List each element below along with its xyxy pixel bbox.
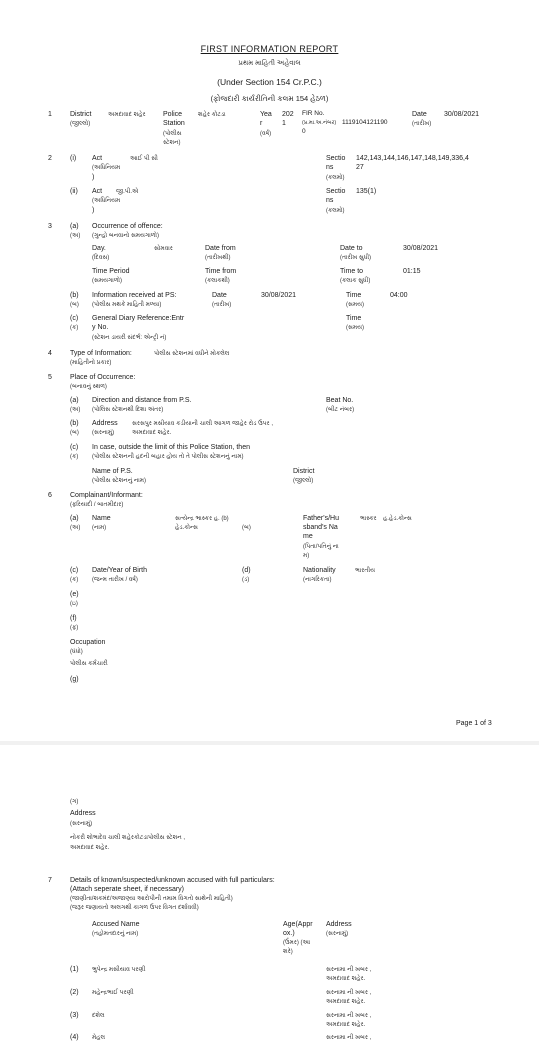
dob-label: Date/Year of Birth bbox=[92, 567, 147, 574]
act-2-label: Act bbox=[92, 188, 103, 195]
info-received-index-gujarati: (બ) bbox=[70, 302, 79, 308]
f-index: (f) bbox=[70, 615, 77, 622]
name-index: (a) bbox=[70, 515, 79, 522]
time-from-label: Time from bbox=[205, 268, 237, 275]
name-index-gujarati: (અ) bbox=[70, 525, 81, 531]
accused-details-label-2: (Attach seperate sheet, if necessary) bbox=[70, 886, 184, 893]
accused-address-2: અમદાવાદ શહેર. bbox=[326, 976, 366, 982]
beat-gujarati: (બીટ નંબર) bbox=[326, 407, 355, 413]
outside-limit-label: In case, outside the limit of this Police Station, then bbox=[92, 444, 250, 451]
diary-reference-index-gujarati: (ક) bbox=[70, 325, 79, 331]
info-received-time-gujarati: (સમય) bbox=[346, 302, 365, 308]
accused-number: (4) bbox=[70, 1034, 79, 1041]
info-received-label: Information received at PS: bbox=[92, 292, 177, 299]
father-label-2: sband's Na bbox=[303, 524, 338, 531]
act-2-label-gujarati: (અધિનિયમ bbox=[92, 198, 121, 204]
time-period-label: Time Period bbox=[92, 268, 130, 275]
district-value: અમદાવાદ શહેર bbox=[108, 112, 146, 118]
date-value: 30/08/2021 bbox=[444, 111, 480, 118]
col-address: Address bbox=[326, 921, 352, 928]
fir-label: FIR No. bbox=[302, 110, 325, 117]
direction-index: (a) bbox=[70, 397, 79, 404]
g-index: (g) bbox=[70, 676, 79, 683]
accused-details-gujarati: (જાણીતા/શકમંદ/અજાણ્યા આરોપીની તમામ વિગતો સાથેની માહિતી) bbox=[70, 896, 233, 902]
occurrence-label: Occurrence of offence: bbox=[92, 223, 163, 230]
date-label: Date bbox=[412, 111, 427, 118]
accused-number: (1) bbox=[70, 966, 79, 973]
act-2-paren: ) bbox=[92, 207, 95, 214]
dob-index-gujarati: (ક) bbox=[70, 577, 79, 583]
occupation-value: પોલીસ કર્મચારી bbox=[70, 661, 108, 667]
accused-number: (3) bbox=[70, 1012, 79, 1019]
e-index-gujarati: (ઇ) bbox=[70, 601, 78, 607]
date-to-label: Date to bbox=[340, 245, 363, 252]
item-number: 6 bbox=[48, 492, 52, 499]
police-station-value: શહેર કોટડા bbox=[198, 112, 226, 118]
fir-label-gujarati: (પ્ર.મા.અ.નંબર) bbox=[302, 120, 337, 126]
nationality-value: ભારતીય bbox=[355, 568, 375, 574]
place-label: Place of Occurrence: bbox=[70, 374, 136, 381]
act-1-value: આઈ પી સી bbox=[130, 156, 158, 162]
accused-name: મેહલ bbox=[92, 1035, 106, 1041]
act-1-label-gujarati: (અધિનિયમ bbox=[92, 165, 121, 171]
info-received-time-label: Time bbox=[346, 292, 362, 299]
year-label: Yea bbox=[260, 111, 272, 118]
police-station-gujarati-2: સ્ટેશન) bbox=[163, 140, 181, 146]
diary-time-label: Time bbox=[346, 315, 362, 322]
time-from-gujarati: (કલાકથી) bbox=[205, 278, 230, 284]
time-to-label: Time to bbox=[340, 268, 364, 275]
nationality-label: Nationality bbox=[303, 567, 336, 574]
accused-details-gujarati-2: (જરૂર જણાયતો અલગથી કાગળ ઉપર વિગત દર્શાવવી) bbox=[70, 905, 199, 911]
complainant-label: Complainant/Informant: bbox=[70, 492, 143, 499]
col-address-gujarati: (સરનામું) bbox=[326, 931, 349, 937]
sections-1-gujarati: (કલમો) bbox=[326, 175, 345, 181]
district-label: District bbox=[70, 111, 92, 118]
outside-limit-index-gujarati: (ક) bbox=[70, 454, 79, 460]
occurrence-label-gujarati: (ગુન્હો બનવાનો સમયગાળો) bbox=[92, 233, 159, 239]
district-label-gujarati: (જીલ્લો) bbox=[70, 121, 91, 127]
info-received-date-label: Date bbox=[212, 292, 227, 299]
outside-limit-index: (c) bbox=[70, 444, 79, 451]
father-value: હ.હેડ.કોન્સ bbox=[383, 516, 412, 522]
accused-address: સરનામા ની ખબર , bbox=[326, 967, 372, 973]
col-age-gujarati: (ઉંમર) (આ bbox=[283, 940, 311, 946]
time-period-gujarati: (સમયગાળો) bbox=[92, 278, 123, 284]
act-2-number: (ii) bbox=[70, 188, 78, 195]
accused-address: સરનામા ની ખબર , bbox=[326, 1013, 372, 1019]
complainant-address-label: Address bbox=[70, 810, 96, 817]
report-section-gujarati: (ફોજદારી કાર્યરીતિની કલમ 154 હેઠળ) bbox=[210, 94, 329, 103]
name-gujarati: (નામ) bbox=[92, 525, 107, 531]
occupation-gujarati: (ધંધો) bbox=[70, 649, 83, 655]
time-to-gujarati: (કલાક સુધી) bbox=[340, 278, 371, 284]
address-index: (b) bbox=[70, 420, 79, 427]
item-number: 3 bbox=[48, 223, 52, 230]
direction-label: Direction and distance from P.S. bbox=[92, 397, 192, 404]
father-value-prefix: ભાસ્કર bbox=[360, 516, 377, 522]
ps-name-label: Name of P.S. bbox=[92, 468, 133, 475]
act-1-label: Act bbox=[92, 155, 103, 162]
item-number: 5 bbox=[48, 374, 52, 381]
sections-2-gujarati: (કલમો) bbox=[326, 208, 345, 214]
police-station-label: Police bbox=[163, 111, 183, 118]
act-2-value: જી.પી.એ bbox=[116, 189, 139, 195]
year-label-2: r bbox=[260, 120, 263, 127]
sections-2-label: Sectio bbox=[326, 188, 346, 195]
sections-1-value-2: 27 bbox=[356, 164, 364, 171]
col-accused-name-gujarati: (તહોમતદારનું નામ) bbox=[92, 931, 139, 937]
day-label-gujarati: (દિવસ) bbox=[92, 255, 110, 261]
info-received-index: (b) bbox=[70, 292, 79, 299]
diary-reference-label-2: y No. bbox=[92, 324, 109, 331]
accused-name: દશેલ bbox=[92, 1013, 105, 1019]
police-station-gujarati: (પોલીસ bbox=[163, 131, 182, 137]
accused-number: (2) bbox=[70, 989, 79, 996]
diary-reference-label: General Diary Reference:Entr bbox=[92, 315, 185, 322]
nationality-index-gujarati: (ડ) bbox=[242, 577, 250, 583]
nationality-gujarati: (નાગરિકતા) bbox=[303, 577, 332, 583]
year-label-gujarati: (વર્ષ) bbox=[260, 131, 272, 137]
complainant-address-value-2: અમદાવાદ શહેર. bbox=[70, 845, 110, 851]
page-number: Page 1 of 3 bbox=[456, 720, 492, 727]
info-received-date-gujarati: (તારીખ) bbox=[212, 302, 232, 308]
name-label: Name bbox=[92, 515, 111, 522]
item-number: 4 bbox=[48, 350, 52, 357]
father-gujarati: (પિતા/પતિનું ના bbox=[303, 544, 339, 550]
outside-limit-gujarati: (પોલીસ સ્ટેશનની હદની બહાર હોય તો તે પોલીસ સ્ટેશનનું નામ) bbox=[92, 454, 244, 460]
complainant-address-value: નોકરી શોભાદેવ ચાલી શહેરકોટડાપોલીસ સ્ટેશન , bbox=[70, 835, 186, 841]
accused-address: સરનામા ની ખબર , bbox=[326, 1035, 372, 1041]
sections-1-label: Sectio bbox=[326, 155, 346, 162]
act-1-paren: ) bbox=[92, 174, 95, 181]
outside-district-label: District bbox=[293, 468, 315, 475]
address-value-2: અમદાવાદ શહેર. bbox=[132, 430, 172, 436]
info-type-gujarati: (માહિતીનો પ્રકાર) bbox=[70, 360, 112, 366]
year-value: 202 bbox=[282, 111, 294, 118]
father-gujarati-2: મ) bbox=[303, 553, 310, 559]
address-value: સરસપુર મસીયાવ કડીયાની ચાલી આગળ જાહેર રોડ ઉપર , bbox=[132, 421, 273, 427]
ps-name-gujarati: (પોલીસ સ્ટેશનનું નામ) bbox=[92, 478, 147, 484]
occurrence-index: (a) bbox=[70, 223, 79, 230]
father-label-3: me bbox=[303, 533, 313, 540]
complainant-gujarati: (ફરિયાદી / બાતમીદાર) bbox=[70, 502, 124, 508]
dob-index: (c) bbox=[70, 567, 79, 574]
name-value: સત્યેન્દ્ર ભાસ્કર હ. (b) bbox=[175, 516, 229, 522]
beat-label: Beat No. bbox=[326, 397, 354, 404]
e-index: (e) bbox=[70, 591, 79, 598]
report-title-gujarati: પ્રથમ માહિતી અહેવાલ bbox=[238, 60, 301, 67]
police-station-label-2: Station bbox=[163, 120, 185, 127]
direction-gujarati: (પોલિસ સ્ટેશનથી દિશા અંતર) bbox=[92, 407, 164, 413]
diary-reference-index: (c) bbox=[70, 315, 79, 322]
info-received-gujarati: (પોલીસ મથકે માહિતી મળ્યા) bbox=[92, 302, 162, 308]
accused-details-label: Details of known/suspected/unknown accused with full particulars: bbox=[70, 877, 275, 884]
date-to-value: 30/08/2021 bbox=[403, 245, 439, 252]
item-number: 1 bbox=[48, 111, 52, 118]
father-label: Father's/Hu bbox=[303, 515, 339, 522]
accused-address-2: અમદાવાદ શહેર. bbox=[326, 999, 366, 1005]
info-received-date-value: 30/08/2021 bbox=[261, 292, 297, 299]
col-age: Age(Appr bbox=[283, 921, 313, 928]
info-type-label: Type of Information: bbox=[70, 350, 132, 357]
day-value: સોમવાર bbox=[154, 246, 173, 252]
year-value-2: 1 bbox=[282, 120, 286, 127]
item-number: 7 bbox=[48, 877, 52, 884]
item-number: 2 bbox=[48, 155, 52, 162]
diary-time-gujarati: (સમય) bbox=[346, 325, 365, 331]
col-age-2: ox.) bbox=[283, 930, 295, 937]
outside-district-gujarati: (જીલ્લો) bbox=[293, 478, 314, 484]
father-index-gujarati: (બ) bbox=[242, 525, 251, 531]
fir-number: 1119104121190 bbox=[342, 119, 388, 126]
report-section: (Under Section 154 Cr.P.C.) bbox=[217, 77, 322, 87]
address-index-gujarati: (બ) bbox=[70, 430, 79, 436]
sections-2-value: 135(1) bbox=[356, 188, 377, 195]
col-accused-name: Accused Name bbox=[92, 921, 140, 928]
accused-address: સરનામા ની ખબર , bbox=[326, 990, 372, 996]
occurrence-index-gujarati: (અ) bbox=[70, 233, 81, 239]
complainant-address-gujarati: (સરનામું) bbox=[70, 821, 93, 827]
sections-2-label-2: ns bbox=[326, 197, 334, 204]
col-age-gujarati-2: શરે) bbox=[283, 949, 293, 955]
f-index-gujarati: (ફ) bbox=[70, 625, 79, 631]
g-index-gujarati: (ગ) bbox=[70, 799, 79, 805]
date-from-label: Date from bbox=[205, 245, 236, 252]
address-gujarati: (સરનામું) bbox=[92, 430, 115, 436]
day-label: Day. bbox=[92, 245, 106, 252]
place-gujarati: (બનાવનું સ્થળ) bbox=[70, 384, 107, 390]
report-title: FIRST INFORMATION REPORT bbox=[200, 44, 339, 54]
accused-name: ભુપેન્દ્ર મસીયાવ પરણી bbox=[92, 967, 146, 973]
act-1-number: (i) bbox=[70, 155, 77, 162]
diary-reference-gujarati: (સ્ટેશન ડાયરી સંદર્ભ: એન્ટ્રી નં) bbox=[92, 335, 167, 341]
address-label: Address bbox=[92, 420, 118, 427]
date-from-gujarati: (તારીખથી) bbox=[205, 255, 231, 261]
date-label-gujarati: (તારીખ) bbox=[412, 121, 432, 127]
dob-gujarati: (જન્મ તારીખ / વર્ષ) bbox=[92, 577, 138, 583]
sections-1-value: 142,143,144,146,147,148,149,336,4 bbox=[356, 155, 469, 162]
name-value-2: હેડ.કોન્સ bbox=[175, 525, 198, 531]
info-type-value: પોલીસ સ્ટેશનમાં વધીને મોકલેલ bbox=[154, 351, 230, 357]
accused-address-2: અમદાવાદ શહેર. bbox=[326, 1022, 366, 1028]
sections-1-label-2: ns bbox=[326, 164, 334, 171]
nationality-index: (d) bbox=[242, 567, 251, 574]
time-to-value: 01:15 bbox=[403, 268, 421, 275]
occupation-label: Occupation bbox=[70, 639, 106, 646]
direction-index-gujarati: (અ) bbox=[70, 407, 81, 413]
page-break bbox=[0, 741, 539, 745]
fir-number-2: 0 bbox=[302, 128, 306, 135]
info-received-time-value: 04:00 bbox=[390, 292, 408, 299]
date-to-gujarati: (તારીખ સુધી) bbox=[340, 255, 372, 261]
accused-name: મહેન્દ્રભાઈ પરણી bbox=[92, 990, 134, 996]
